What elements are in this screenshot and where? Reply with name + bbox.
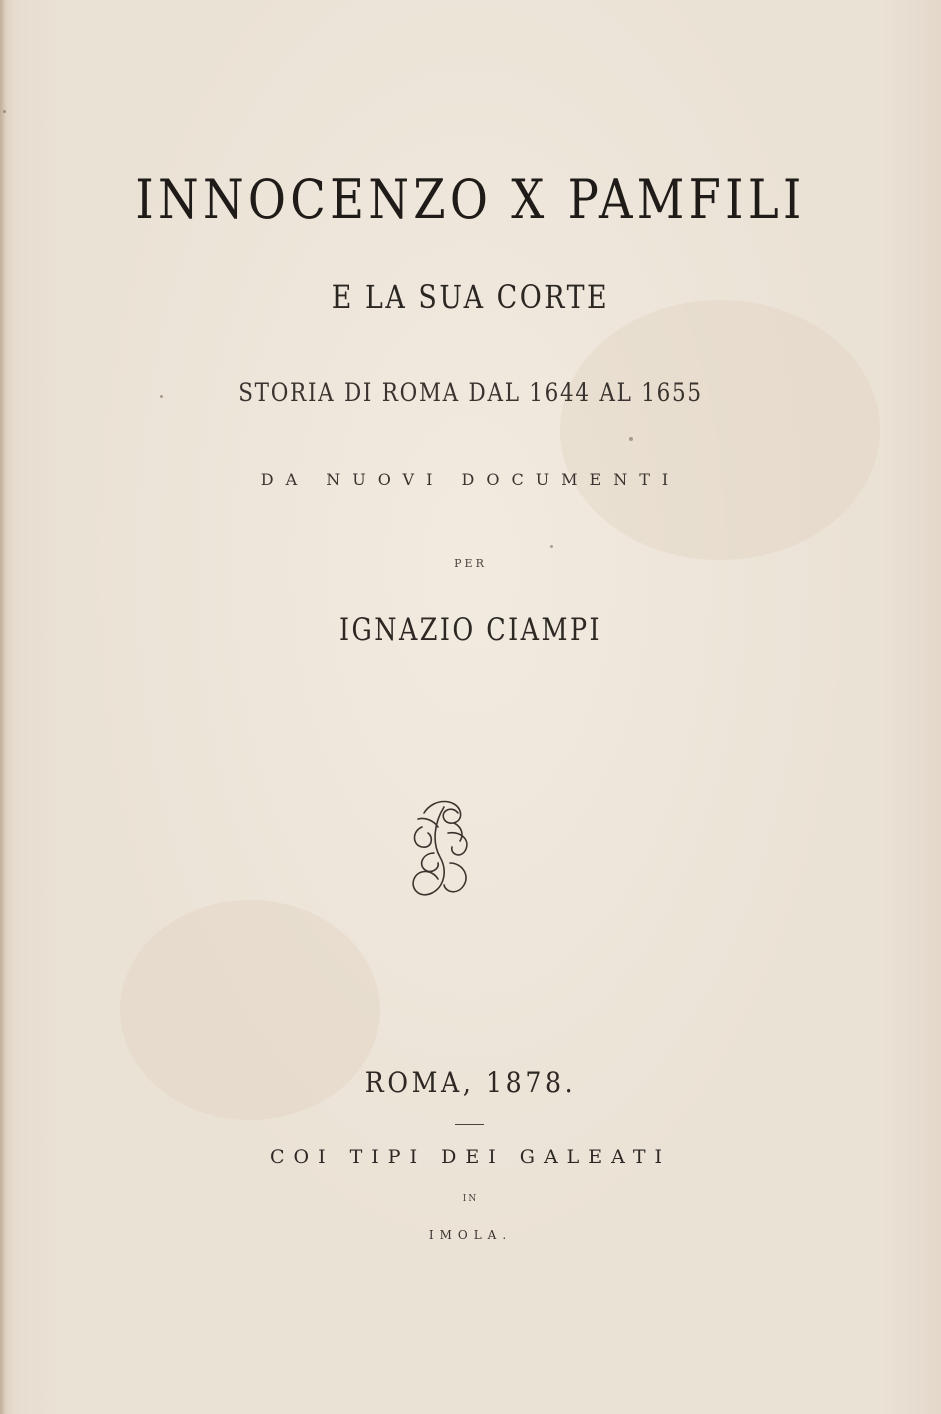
imprint-city: IMOLA.: [428, 1228, 513, 1242]
book-title: INNOCENZO X PAMFILI: [135, 168, 806, 231]
author-name: IGNAZIO CIAMPI: [338, 612, 603, 648]
imprint-divider: [455, 1124, 484, 1125]
sources-line: DA NUOVI DOCUMENTI: [260, 470, 681, 489]
imprint-preposition: IN: [462, 1194, 479, 1204]
book-subtitle: E LA SUA CORTE: [331, 278, 610, 316]
foxing-spot: [3, 110, 6, 113]
imprint-printer: COI TIPI DEI GALEATI: [269, 1146, 672, 1168]
foxing-spot: [629, 437, 633, 441]
imprint-place-year: ROMA, 1878.: [364, 1066, 577, 1099]
paper-stain: [560, 300, 880, 560]
history-line: STORIA DI ROMA DAL 1644 AL 1655: [238, 378, 703, 407]
printer-monogram-icon: [404, 793, 480, 901]
by-label: PER: [454, 557, 487, 570]
foxing-spot: [550, 545, 553, 548]
